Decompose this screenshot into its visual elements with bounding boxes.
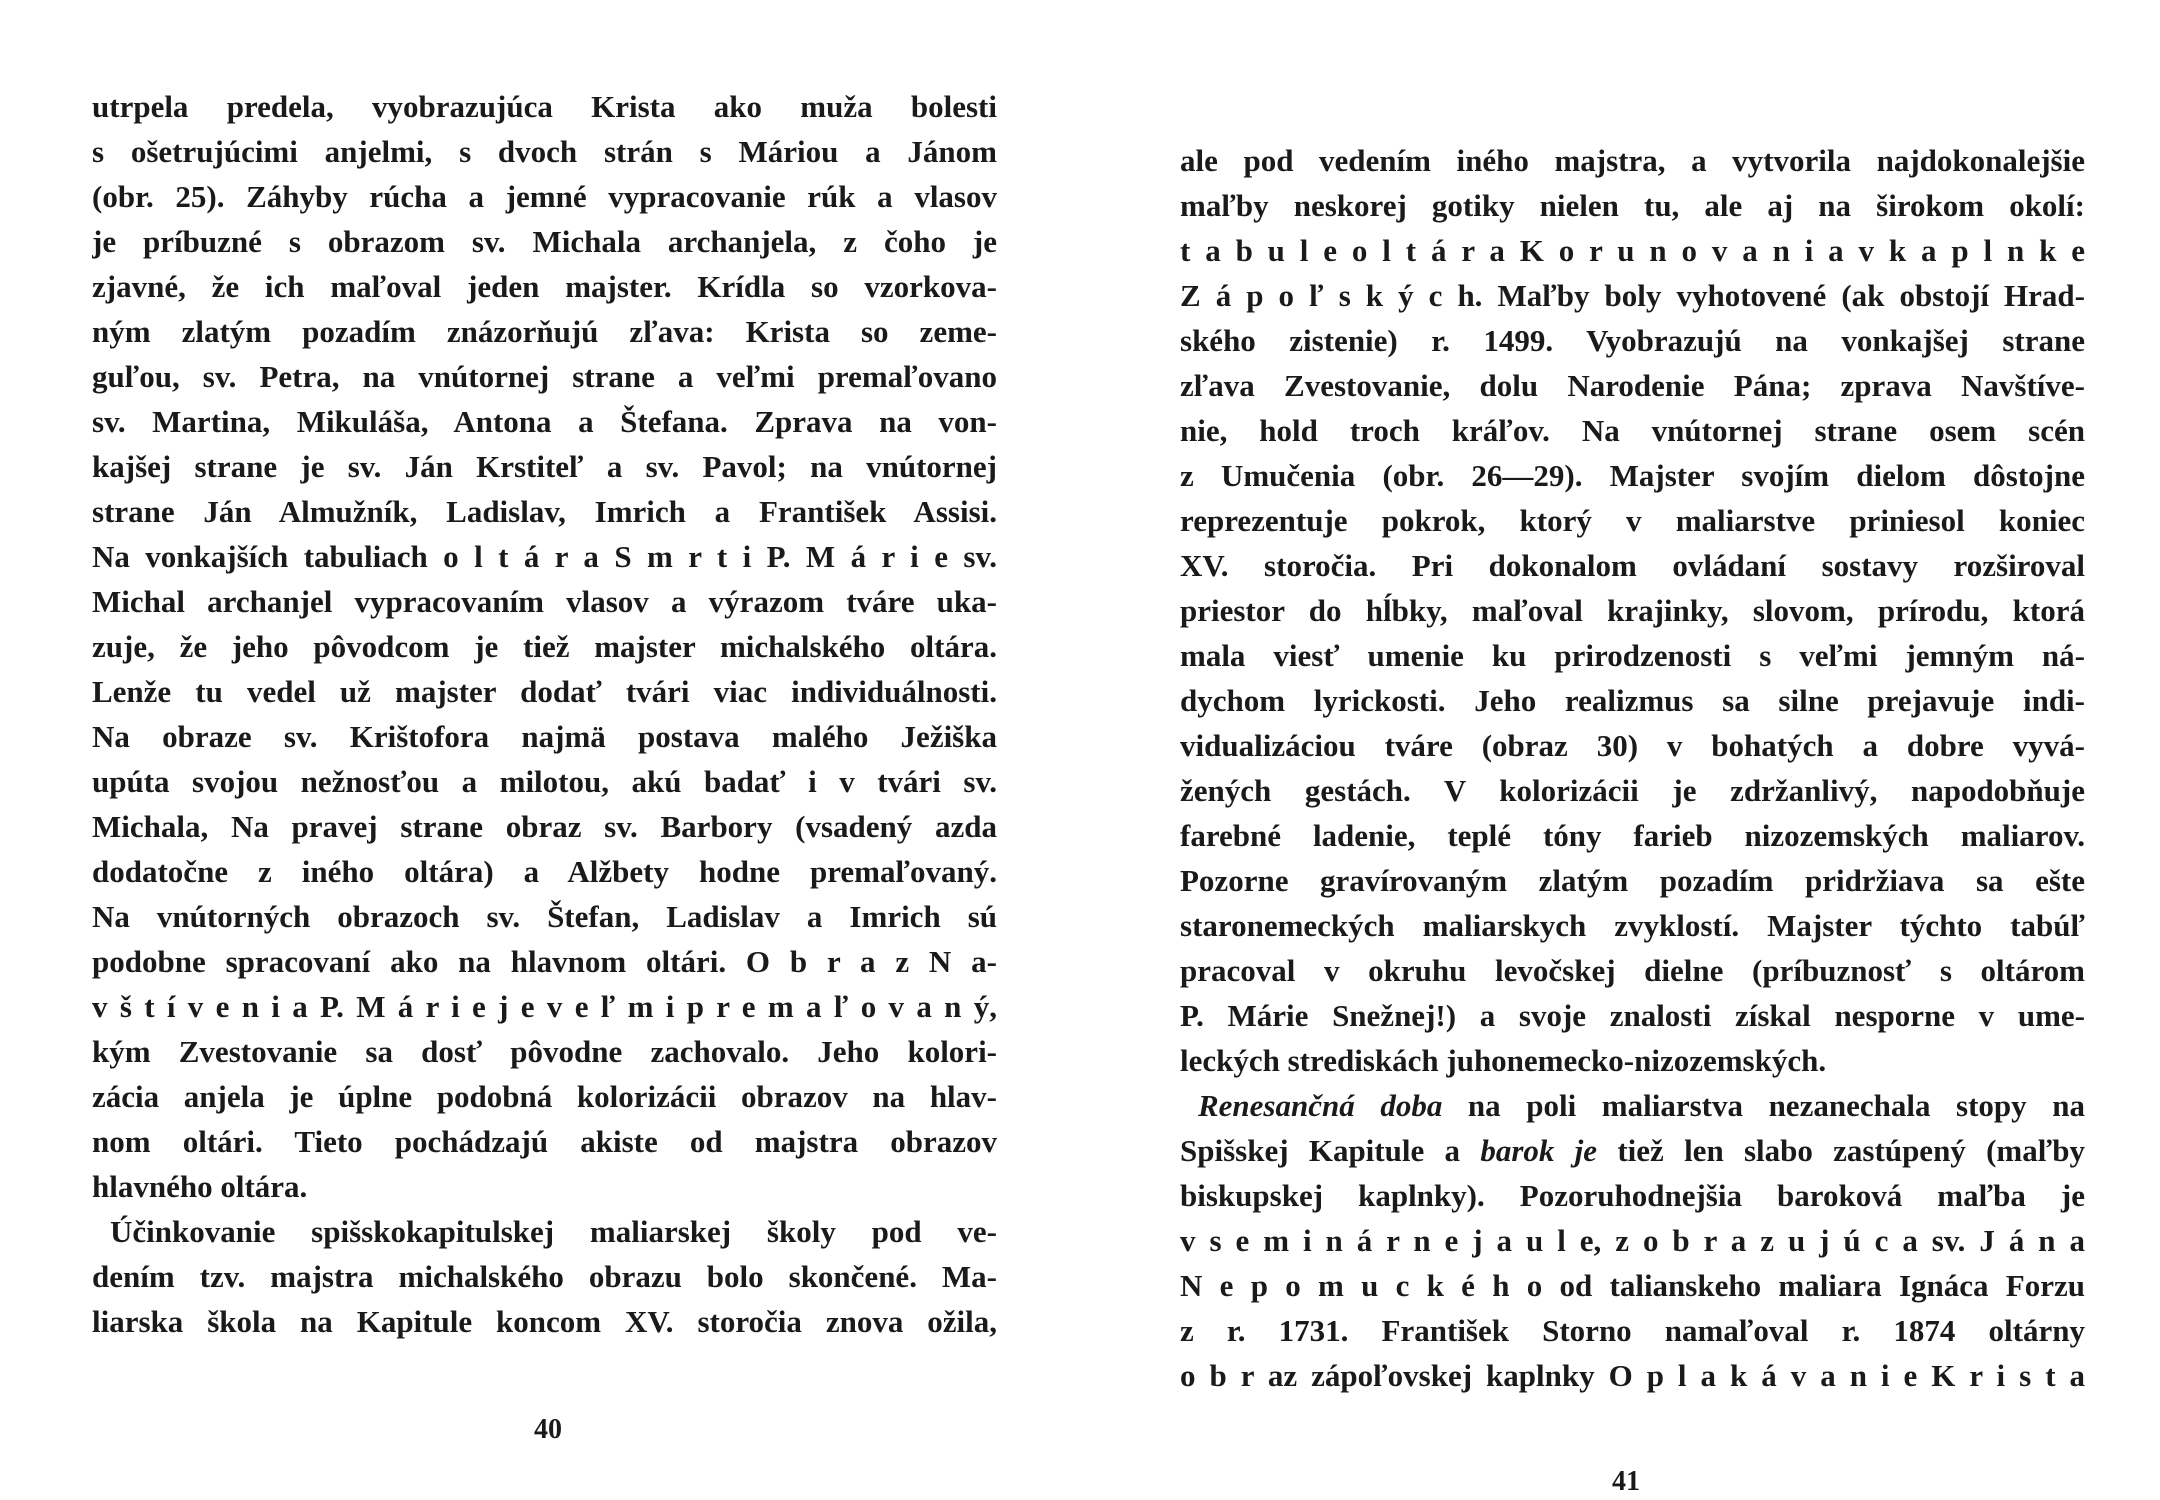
page-number: 40 bbox=[534, 1414, 562, 1445]
text-line: Na vnútorných obrazoch sv. Štefan, Ladislav a Imrich sú bbox=[92, 899, 997, 934]
text-line: nie, hold troch kráľov. Na vnútornej strane osem scén bbox=[1180, 413, 2085, 448]
text-line: upúta svojou nežnosťou a milotou, akú badať i v tvári sv. bbox=[92, 764, 997, 799]
text-line: kým Zvestovanie sa dosť pôvodne zachovalo. Jeho kolori- bbox=[92, 1034, 997, 1069]
text-line: liarska škola na Kapitule koncom XV. storočia znova ožila, bbox=[92, 1304, 997, 1339]
text-line: z Umučenia (obr. 26—29). Majster svojím dielom dôstojne bbox=[1180, 458, 2085, 493]
text-line: N e p o m u c k é h o od talianskeho maliara Ignáca Forzu bbox=[1180, 1268, 2085, 1303]
text-line: je príbuzné s obrazom sv. Michala archanjela, z čoho je bbox=[92, 224, 997, 259]
text-line: s ošetrujúcimi anjelmi, s dvoch strán s Máriou a Jánom bbox=[92, 134, 997, 169]
text-line bbox=[1180, 1083, 2085, 1128]
text-line: XV. storočia. Pri dokonalom ovládaní sostavy rozširoval bbox=[1180, 548, 2085, 583]
text-line: nom oltári. Tieto pochádzajú akiste od majstra obrazov bbox=[92, 1124, 997, 1159]
italic-term: barok je bbox=[1480, 1133, 1598, 1168]
line-segment: Spišskej Kapitule a bbox=[1180, 1133, 1481, 1168]
text-line: hlavného oltára. bbox=[92, 1169, 308, 1204]
text-line: P. Márie Snežnej!) a svoje znalosti získal nesporne v ume- bbox=[1180, 998, 2085, 1033]
text-line: Lenže tu vedel už majster dodať tvári viac individuálnosti. bbox=[92, 674, 997, 709]
text-line: podobne spracovaní ako na hlavnom oltári. O b r a z N a- bbox=[92, 944, 997, 979]
text-line: dením tzv. majstra michalského obrazu bolo skončené. Ma- bbox=[92, 1259, 997, 1294]
text-line: žených gestách. V kolorizácii je zdržanlivý, napodobňuje bbox=[1180, 773, 2085, 808]
text-line: maľby neskorej gotiky nielen tu, ale aj na širokom okolí: bbox=[1180, 188, 2085, 223]
text-line: t a b u l e o l t á r a K o r u n o v a n i a v k a p l n k e bbox=[1180, 233, 2085, 268]
text-line: Na obraze sv. Krištofora najmä postava malého Ježiška bbox=[92, 719, 997, 754]
text-line: sv. Martina, Mikuláša, Antona a Štefana. Zprava na von- bbox=[92, 404, 997, 439]
text-line: mala viesť umenie ku prirodzenosti s veľmi jemným ná- bbox=[1180, 638, 2085, 673]
text-line: z r. 1731. František Storno namaľoval r. 1874 oltárny bbox=[1180, 1313, 2085, 1348]
text-line: ale pod vedením iného majstra, a vytvorila najdokonalejšie bbox=[1180, 143, 2085, 178]
text-line: Michala, Na pravej strane obraz sv. Barbory (vsadený azda bbox=[92, 809, 997, 844]
text-line: Z á p o ľ s k ý c h. Maľby boly vyhotovené (ak obstojí Hrad- bbox=[1180, 278, 2085, 313]
text-line: zjavné, že ich maľoval jeden majster. Krídla so vzorkova- bbox=[92, 269, 997, 304]
text-line: priestor do hĺbky, maľoval krajinky, slovom, prírodu, ktorá bbox=[1180, 593, 2085, 628]
text-line: zuje, že jeho pôvodcom je tiež majster michalského oltára. bbox=[92, 629, 997, 664]
text-line: dychom lyrickosti. Jeho realizmus sa silne prejavuje indi- bbox=[1180, 683, 2085, 718]
text-line: kajšej strane je sv. Ján Krstiteľ a sv. Pavol; na vnútornej bbox=[92, 449, 997, 484]
line-segment: na poli maliarstva nezanechala stopy na bbox=[1442, 1088, 2085, 1123]
text-line: pracoval v okruhu levočskej dielne (príbuznosť s oltárom bbox=[1180, 953, 2085, 988]
text-line: o b r az zápoľovskej kaplnky O p l a k á v a n i e K r i s t a bbox=[1180, 1358, 2085, 1393]
text-line: zľava Zvestovanie, dolu Narodenie Pána; zprava Navštíve- bbox=[1180, 368, 2085, 403]
page-number: 41 bbox=[1612, 1466, 1640, 1497]
text-line: farebné ladenie, teplé tóny farieb nizozemských maliarov. bbox=[1180, 818, 2085, 853]
text-line: guľou, sv. Petra, na vnútornej strane a veľmi premaľovano bbox=[92, 359, 997, 394]
text-line: vidualizáciou tváre (obraz 30) v bohatých a dobre vyvá- bbox=[1180, 728, 2085, 763]
text-line: staronemeckých maliarskych zvyklostí. Majster týchto tabúľ bbox=[1180, 908, 2085, 943]
text-line: leckých strediskách juhonemecko-nizozemských. bbox=[1180, 1043, 1827, 1078]
text-line bbox=[1180, 1128, 2085, 1173]
line-segment: tiež len slabo zastúpený (maľby bbox=[1597, 1133, 2085, 1168]
text-line: utrpela predela, vyobrazujúca Krista ako muža bolesti bbox=[92, 89, 997, 124]
text-line: v s e m i n á r n e j a u l e, z o b r a z u j ú c a sv. J á n a bbox=[1180, 1223, 2085, 1258]
right-page-text bbox=[1180, 138, 2085, 1398]
text-line: Účinkovanie spišskokapitulskej maliarskej školy pod ve- bbox=[110, 1214, 997, 1249]
text-line: biskupskej kaplnky). Pozoruhodnejšia baroková maľba je bbox=[1180, 1178, 2085, 1213]
text-line: zácia anjela je úplne podobná kolorizácii obrazov na hlav- bbox=[92, 1079, 997, 1114]
italic-term: Renesančná doba bbox=[1198, 1088, 1443, 1123]
text-line: strane Ján Almužník, Ladislav, Imrich a František Assisi. bbox=[92, 494, 997, 529]
text-line: (obr. 25). Záhyby rúcha a jemné vypracovanie rúk a vlasov bbox=[92, 179, 997, 214]
text-line: Na vonkajších tabuliach o l t á r a S m r t i P. M á r i e sv. bbox=[92, 539, 997, 574]
right-page bbox=[1080, 0, 2160, 1500]
left-page-text bbox=[92, 84, 997, 1344]
text-line: reprezentuje pokrok, ktorý v maliarstve priniesol koniec bbox=[1180, 503, 2085, 538]
text-line: ského zistenie) r. 1499. Vyobrazujú na vonkajšej strane bbox=[1180, 323, 2085, 358]
text-line: v š t í v e n i a P. M á r i e j e v e ľ m i p r e m a ľ o v a n ý, bbox=[92, 989, 997, 1024]
text-line: ným zlatým pozadím znázorňujú zľava: Krista so zeme- bbox=[92, 314, 997, 349]
text-line: Michal archanjel vypracovaním vlasov a výrazom tváre uka- bbox=[92, 584, 997, 619]
text-line: dodatočne z iného oltára) a Alžbety hodne premaľovaný. bbox=[92, 854, 997, 889]
text-line: Pozorne gravírovaným zlatým pozadím pridržiava sa ešte bbox=[1180, 863, 2085, 898]
